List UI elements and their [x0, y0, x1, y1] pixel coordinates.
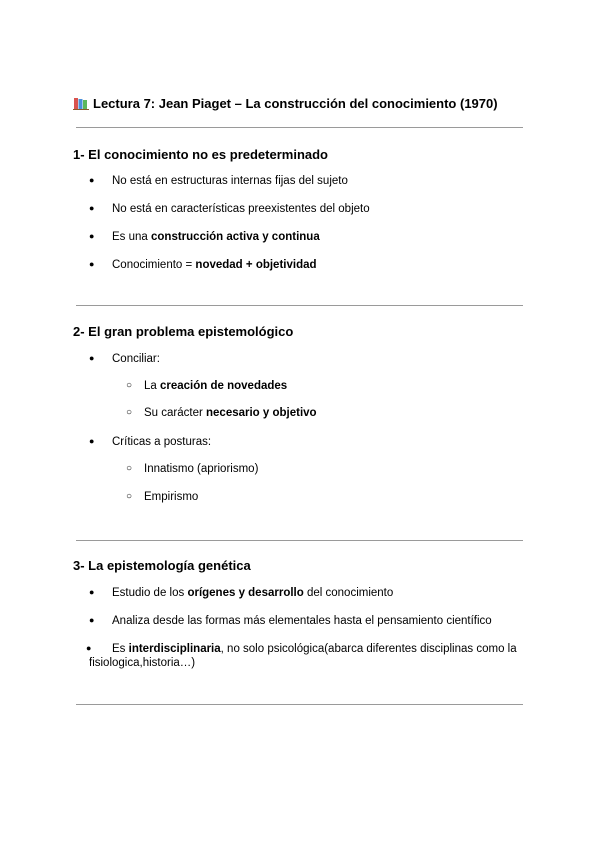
- list-item: [89, 585, 393, 600]
- bullet-disc: ●: [89, 353, 95, 363]
- item-text: Analiza desde las formas más elementales hasta el pensamiento científico: [112, 615, 492, 627]
- list-item: [89, 229, 320, 244]
- bullet-circle: ○: [126, 380, 133, 391]
- item-text: Es una: [112, 231, 151, 243]
- item-text: Estudio de los: [112, 587, 188, 599]
- item-text-bold: interdisciplinaria: [128, 643, 221, 655]
- list-item: [89, 257, 317, 272]
- list-item: [89, 351, 160, 366]
- list-item: [89, 613, 492, 628]
- bullet-circle: ○: [126, 463, 133, 474]
- list-item: [89, 434, 211, 449]
- item-text: del conocimiento: [303, 587, 394, 599]
- list-item: [86, 641, 525, 670]
- item-text: Es: [112, 643, 129, 655]
- bullet-circle: ○: [126, 491, 133, 502]
- bullet-disc: ●: [89, 615, 95, 625]
- bullet-disc: ●: [86, 643, 92, 653]
- divider: [76, 704, 523, 705]
- section-heading: 3- La epistemología genética: [73, 558, 251, 573]
- document-title-text: Lectura 7: Jean Piaget – La construcción del conocimiento (1970): [93, 96, 498, 111]
- item-text: Su carácter: [144, 407, 206, 419]
- bullet-disc: ●: [89, 231, 95, 241]
- item-text: No está en estructuras internas fijas del sujeto: [112, 175, 348, 187]
- item-text-bold: construcción activa y continua: [151, 231, 320, 243]
- sub-list-item: [126, 462, 258, 476]
- bullet-disc: ●: [89, 587, 95, 597]
- list-item: [89, 201, 370, 216]
- item-text: La: [144, 380, 160, 392]
- bullet-disc: ●: [89, 203, 95, 213]
- item-text: Conocimiento =: [112, 259, 196, 271]
- item-text: Innatismo (apriorismo): [144, 463, 259, 475]
- divider: [76, 305, 523, 306]
- item-text-bold: novedad + objetividad: [195, 259, 317, 271]
- item-text: , no solo psicológica(abarca diferentes disciplinas como la fisiologica,historia…): [89, 643, 517, 669]
- bullet-circle: ○: [126, 407, 133, 418]
- item-text-bold: orígenes y desarrollo: [187, 587, 304, 599]
- item-text: Críticas a posturas:: [112, 436, 212, 448]
- bullet-disc: ●: [89, 436, 95, 446]
- divider: [76, 127, 523, 128]
- divider: [76, 540, 523, 541]
- bullet-disc: ●: [89, 259, 95, 269]
- item-text-bold: necesario y objetivo: [206, 407, 317, 419]
- section-heading: 1- El conocimiento no es predeterminado: [73, 147, 328, 162]
- item-text: Empirismo: [144, 491, 199, 503]
- sub-list-item: [126, 379, 287, 393]
- list-item: [89, 173, 348, 188]
- document-title: [73, 96, 498, 111]
- section-heading: 2- El gran problema epistemológico: [73, 324, 294, 339]
- item-text: No está en características preexistentes del objeto: [112, 203, 370, 215]
- item-text-bold: creación de novedades: [160, 380, 288, 392]
- item-text: Conciliar:: [112, 353, 160, 365]
- bullet-disc: ●: [89, 175, 95, 185]
- sub-list-item: [126, 406, 317, 420]
- sub-list-item: [126, 490, 198, 504]
- books-icon: [73, 97, 89, 110]
